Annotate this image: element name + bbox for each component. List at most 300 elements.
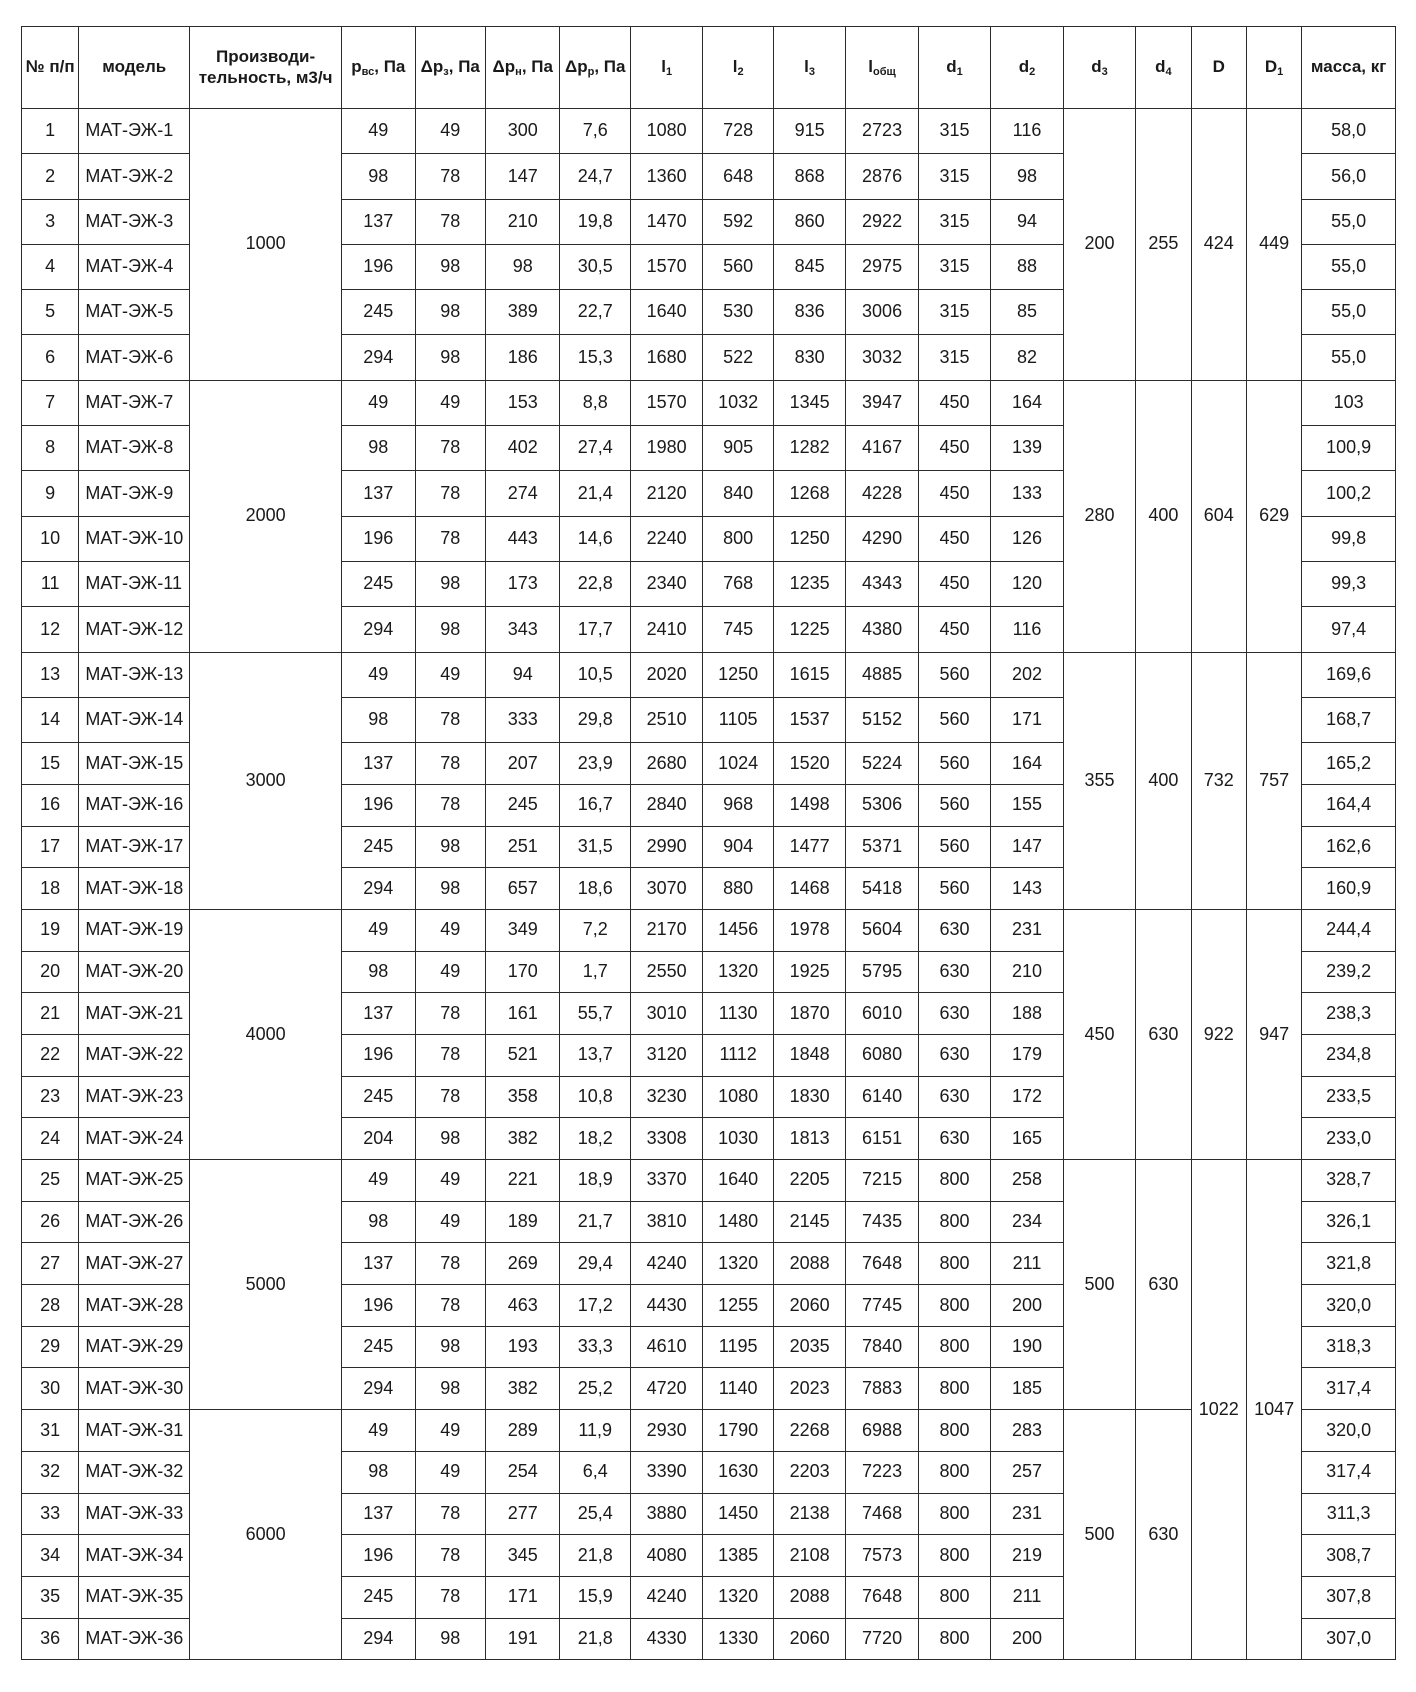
value-cell: 1024 [703,743,773,785]
mass-cell: 311,3 [1302,1493,1396,1535]
value-cell: 1250 [703,652,773,697]
value-cell: 1468 [773,868,845,910]
header-unit: , Па [521,57,553,77]
value-cell: 49 [415,1410,485,1452]
header-subscript: н [515,66,522,79]
value-cell: 1320 [703,951,773,993]
value-cell: 269 [486,1243,560,1285]
value-cell: 745 [703,607,773,652]
value-cell: 193 [486,1326,560,1368]
value-cell: 343 [486,607,560,652]
value-cell: 1813 [773,1118,845,1160]
value-cell: 171 [486,1576,560,1618]
value-cell: 1980 [630,426,702,471]
value-cell: 27,4 [560,426,630,471]
value-cell: 2060 [773,1618,845,1660]
value-cell: 1032 [703,380,773,425]
model-cell: МАТ-ЭЖ-20 [79,951,190,993]
value-cell: 315 [918,109,990,154]
value-cell: 164 [991,380,1063,425]
value-cell: 800 [918,1535,990,1577]
value-cell: 13,7 [560,1034,630,1076]
value-cell: 49 [415,909,485,951]
value-cell: 1477 [773,826,845,868]
value-cell: 251 [486,826,560,868]
header-label: d [1018,57,1030,77]
value-cell: 283 [991,1410,1063,1452]
model-cell: МАТ-ЭЖ-15 [79,743,190,785]
value-cell: 5152 [846,697,918,742]
value-cell: 30,5 [560,244,630,289]
model-cell: МАТ-ЭЖ-22 [79,1034,190,1076]
value-cell: 904 [703,826,773,868]
value-cell: 137 [342,993,415,1035]
value-cell: 204 [342,1118,415,1160]
value-cell: 200 [991,1618,1063,1660]
value-cell: 1480 [703,1201,773,1243]
value-cell: 3070 [630,868,702,910]
model-cell: МАТ-ЭЖ-14 [79,697,190,742]
value-cell: 7745 [846,1285,918,1327]
value-cell: 2145 [773,1201,845,1243]
value-cell: 1520 [773,743,845,785]
D-cell: 604 [1191,380,1246,652]
row-number-cell: 10 [22,516,79,561]
value-cell: 4290 [846,516,918,561]
value-cell: 7573 [846,1535,918,1577]
value-cell: 17,7 [560,607,630,652]
value-cell: 6988 [846,1410,918,1452]
model-cell: МАТ-ЭЖ-36 [79,1618,190,1660]
value-cell: 1570 [630,244,702,289]
value-cell: 21,8 [560,1535,630,1577]
mass-cell: 234,8 [1302,1034,1396,1076]
value-cell: 5418 [846,868,918,910]
value-cell: 521 [486,1034,560,1076]
model-cell: МАТ-ЭЖ-21 [79,993,190,1035]
value-cell: 18,9 [560,1160,630,1202]
mass-cell: 239,2 [1302,951,1396,993]
value-cell: 1630 [703,1451,773,1493]
D-cell: 424 [1191,109,1246,381]
mass-cell: 328,7 [1302,1160,1396,1202]
value-cell: 1268 [773,471,845,516]
header-cell [846,27,918,109]
value-cell: 78 [415,1576,485,1618]
value-cell: 231 [991,1493,1063,1535]
value-cell: 2340 [630,561,702,606]
value-cell: 2023 [773,1368,845,1410]
value-cell: 257 [991,1451,1063,1493]
value-cell: 2108 [773,1535,845,1577]
value-cell: 15,9 [560,1576,630,1618]
model-cell: МАТ-ЭЖ-26 [79,1201,190,1243]
value-cell: 78 [415,1243,485,1285]
value-cell: 968 [703,784,773,826]
value-cell: 1225 [773,607,845,652]
header-label: l [732,57,738,77]
value-cell: 630 [918,993,990,1035]
header-cell [630,27,702,109]
value-cell: 630 [918,1076,990,1118]
value-cell: 133 [991,471,1063,516]
value-cell: 49 [342,1160,415,1202]
row-number-cell: 19 [22,909,79,951]
value-cell: 277 [486,1493,560,1535]
model-cell: МАТ-ЭЖ-34 [79,1535,190,1577]
value-cell: 78 [415,1285,485,1327]
mass-cell: 307,8 [1302,1576,1396,1618]
value-cell: 23,9 [560,743,630,785]
header-unit: , Па [594,57,626,77]
header-label: модель [102,57,167,77]
value-cell: 186 [486,335,560,380]
value-cell: 179 [991,1034,1063,1076]
value-cell: 2930 [630,1410,702,1452]
value-cell: 630 [918,1034,990,1076]
value-cell: 98 [415,1326,485,1368]
value-cell: 450 [918,426,990,471]
value-cell: 196 [342,1535,415,1577]
header-row [22,27,1396,109]
value-cell: 1870 [773,993,845,1035]
value-cell: 139 [991,426,1063,471]
mass-cell: 317,4 [1302,1451,1396,1493]
capacity-cell: 4000 [190,909,342,1159]
mass-cell: 321,8 [1302,1243,1396,1285]
value-cell: 5224 [846,743,918,785]
D1-cell: 629 [1246,380,1301,652]
value-cell: 49 [342,1410,415,1452]
model-cell: МАТ-ЭЖ-16 [79,784,190,826]
value-cell: 78 [415,697,485,742]
value-cell: 915 [773,109,845,154]
value-cell: 4228 [846,471,918,516]
header-cell [22,27,79,109]
header-subscript: 2 [1029,66,1036,79]
row-number-cell: 6 [22,335,79,380]
row-number-cell: 9 [22,471,79,516]
value-cell: 161 [486,993,560,1035]
value-cell: 137 [342,199,415,244]
value-cell: 2550 [630,951,702,993]
value-cell: 1360 [630,154,702,199]
value-cell: 31,5 [560,826,630,868]
value-cell: 1830 [773,1076,845,1118]
value-cell: 3120 [630,1034,702,1076]
value-cell: 245 [342,561,415,606]
d4-cell: 630 [1136,909,1191,1159]
mass-cell: 56,0 [1302,154,1396,199]
row-number-cell: 18 [22,868,79,910]
value-cell: 5604 [846,909,918,951]
value-cell: 98 [415,607,485,652]
row-number-cell: 33 [22,1493,79,1535]
value-cell: 49 [415,1451,485,1493]
model-cell: МАТ-ЭЖ-29 [79,1326,190,1368]
value-cell: 1235 [773,561,845,606]
model-cell: МАТ-ЭЖ-9 [79,471,190,516]
value-cell: 196 [342,244,415,289]
value-cell: 2120 [630,471,702,516]
value-cell: 3880 [630,1493,702,1535]
value-cell: 522 [703,335,773,380]
value-cell: 836 [773,290,845,335]
mass-cell: 99,3 [1302,561,1396,606]
header-cell [1063,27,1135,109]
value-cell: 7215 [846,1160,918,1202]
mass-cell: 97,4 [1302,607,1396,652]
value-cell: 349 [486,909,560,951]
value-cell: 1105 [703,697,773,742]
value-cell: 2922 [846,199,918,244]
value-cell: 4240 [630,1243,702,1285]
row-number-cell: 4 [22,244,79,289]
value-cell: 840 [703,471,773,516]
d4-cell: 630 [1136,1410,1191,1660]
value-cell: 98 [415,868,485,910]
row-number-cell: 16 [22,784,79,826]
value-cell: 1140 [703,1368,773,1410]
row-number-cell: 17 [22,826,79,868]
row-number-cell: 1 [22,109,79,154]
header-label: p [351,57,362,77]
header-cell [79,27,190,109]
value-cell: 592 [703,199,773,244]
row-number-cell: 13 [22,652,79,697]
value-cell: 78 [415,471,485,516]
D-cell: 1022 [1191,1160,1246,1660]
value-cell: 3230 [630,1076,702,1118]
header-cell [1191,27,1246,109]
mass-cell: 320,0 [1302,1410,1396,1452]
value-cell: 245 [342,826,415,868]
value-cell: 21,8 [560,1618,630,1660]
value-cell: 78 [415,1034,485,1076]
value-cell: 98 [415,335,485,380]
header-label: Δp [492,57,516,77]
value-cell: 245 [342,1326,415,1368]
value-cell: 389 [486,290,560,335]
value-cell: 800 [918,1576,990,1618]
model-cell: МАТ-ЭЖ-11 [79,561,190,606]
value-cell: 3006 [846,290,918,335]
value-cell: 245 [342,1076,415,1118]
value-cell: 189 [486,1201,560,1243]
value-cell: 315 [918,154,990,199]
header-label: l [868,57,874,77]
value-cell: 25,2 [560,1368,630,1410]
row-number-cell: 11 [22,561,79,606]
D1-cell: 947 [1246,909,1301,1159]
value-cell: 245 [342,1576,415,1618]
value-cell: 1030 [703,1118,773,1160]
model-cell: МАТ-ЭЖ-7 [79,380,190,425]
value-cell: 2840 [630,784,702,826]
value-cell: 315 [918,335,990,380]
value-cell: 1790 [703,1410,773,1452]
value-cell: 22,8 [560,561,630,606]
value-cell: 315 [918,244,990,289]
header-cell [1136,27,1191,109]
mass-cell: 307,0 [1302,1618,1396,1660]
value-cell: 1320 [703,1576,773,1618]
value-cell: 29,4 [560,1243,630,1285]
row-number-cell: 14 [22,697,79,742]
value-cell: 7840 [846,1326,918,1368]
value-cell: 800 [918,1493,990,1535]
header-label: масса, кг [1310,57,1387,77]
value-cell: 98 [991,154,1063,199]
value-cell: 657 [486,868,560,910]
value-cell: 1470 [630,199,702,244]
value-cell: 830 [773,335,845,380]
value-cell: 196 [342,1034,415,1076]
value-cell: 7435 [846,1201,918,1243]
value-cell: 450 [918,561,990,606]
value-cell: 3010 [630,993,702,1035]
row-number-cell: 12 [22,607,79,652]
model-cell: МАТ-ЭЖ-31 [79,1410,190,1452]
value-cell: 530 [703,290,773,335]
value-cell: 196 [342,516,415,561]
value-cell: 1112 [703,1034,773,1076]
value-cell: 98 [415,244,485,289]
model-cell: МАТ-ЭЖ-19 [79,909,190,951]
value-cell: 2990 [630,826,702,868]
d3-cell: 280 [1063,380,1135,652]
value-cell: 137 [342,1243,415,1285]
value-cell: 49 [342,652,415,697]
value-cell: 170 [486,951,560,993]
table-body [22,109,1396,1660]
mass-cell: 103 [1302,380,1396,425]
value-cell: 3370 [630,1160,702,1202]
mass-cell: 233,0 [1302,1118,1396,1160]
value-cell: 137 [342,471,415,516]
header-subscript: общ [873,66,896,79]
model-cell: МАТ-ЭЖ-25 [79,1160,190,1202]
model-cell: МАТ-ЭЖ-18 [79,868,190,910]
value-cell: 120 [991,561,1063,606]
value-cell: 728 [703,109,773,154]
row-number-cell: 35 [22,1576,79,1618]
value-cell: 188 [991,993,1063,1035]
value-cell: 16,7 [560,784,630,826]
mass-cell: 55,0 [1302,244,1396,289]
value-cell: 450 [918,516,990,561]
value-cell: 560 [918,652,990,697]
header-label: d [1091,57,1102,77]
model-cell: МАТ-ЭЖ-10 [79,516,190,561]
value-cell: 2268 [773,1410,845,1452]
value-cell: 3947 [846,380,918,425]
header-subscript: 3 [1101,66,1108,79]
capacity-cell: 5000 [190,1160,342,1410]
value-cell: 98 [415,826,485,868]
value-cell: 1282 [773,426,845,471]
value-cell: 315 [918,199,990,244]
row-number-cell: 30 [22,1368,79,1410]
value-cell: 5795 [846,951,918,993]
value-cell: 1680 [630,335,702,380]
row-number-cell: 27 [22,1243,79,1285]
capacity-cell: 1000 [190,109,342,381]
value-cell: 1450 [703,1493,773,1535]
value-cell: 1330 [703,1618,773,1660]
header-label: d [946,57,957,77]
value-cell: 22,7 [560,290,630,335]
value-cell: 4610 [630,1326,702,1368]
value-cell: 116 [991,109,1063,154]
header-cell [991,27,1063,109]
value-cell: 6080 [846,1034,918,1076]
value-cell: 2088 [773,1576,845,1618]
model-cell: МАТ-ЭЖ-27 [79,1243,190,1285]
value-cell: 450 [918,380,990,425]
value-cell: 78 [415,154,485,199]
value-cell: 143 [991,868,1063,910]
value-cell: 2510 [630,697,702,742]
mass-cell: 233,5 [1302,1076,1396,1118]
value-cell: 6010 [846,993,918,1035]
value-cell: 3308 [630,1118,702,1160]
value-cell: 98 [342,154,415,199]
value-cell: 137 [342,743,415,785]
D-cell: 732 [1191,652,1246,909]
model-cell: МАТ-ЭЖ-6 [79,335,190,380]
mass-cell: 238,3 [1302,993,1396,1035]
header-label: D [1212,57,1225,77]
header-label: D [1264,57,1278,77]
model-cell: МАТ-ЭЖ-24 [79,1118,190,1160]
value-cell: 5306 [846,784,918,826]
value-cell: 221 [486,1160,560,1202]
specification-table [21,26,1396,1660]
value-cell: 4430 [630,1285,702,1327]
header-cell [415,27,485,109]
value-cell: 7,6 [560,109,630,154]
value-cell: 560 [918,868,990,910]
value-cell: 382 [486,1368,560,1410]
value-cell: 2975 [846,244,918,289]
table-row [22,1410,1396,1452]
value-cell: 3810 [630,1201,702,1243]
value-cell: 78 [415,1076,485,1118]
value-cell: 2240 [630,516,702,561]
value-cell: 49 [415,1160,485,1202]
value-cell: 82 [991,335,1063,380]
value-cell: 800 [918,1201,990,1243]
header-subscript: 3 [808,66,816,79]
value-cell: 190 [991,1326,1063,1368]
value-cell: 219 [991,1535,1063,1577]
row-number-cell: 24 [22,1118,79,1160]
value-cell: 153 [486,380,560,425]
value-cell: 6140 [846,1076,918,1118]
value-cell: 630 [918,909,990,951]
value-cell: 289 [486,1410,560,1452]
value-cell: 10,8 [560,1076,630,1118]
value-cell: 98 [342,1451,415,1493]
value-cell: 7648 [846,1576,918,1618]
value-cell: 2876 [846,154,918,199]
value-cell: 14,6 [560,516,630,561]
header-label: d [1155,57,1166,77]
row-number-cell: 31 [22,1410,79,1452]
value-cell: 450 [918,607,990,652]
value-cell: 245 [486,784,560,826]
